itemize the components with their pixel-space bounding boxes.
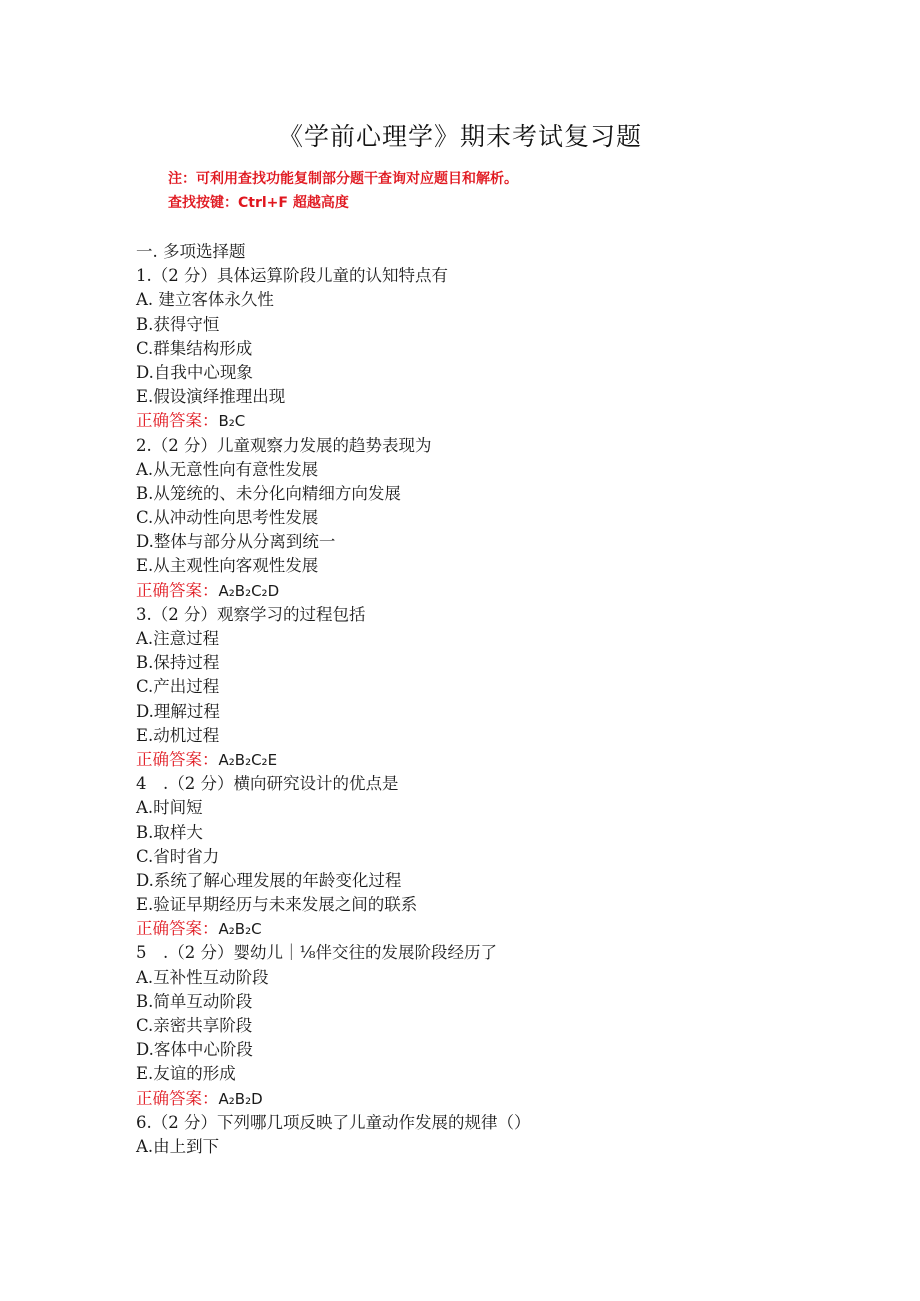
answer-value: A₂B₂C₂D [218,581,280,600]
question-stem: 2.（2 分）儿童观察力发展的趋势表现为 [136,435,432,455]
question-option: E.验证早期经历与未来发展之间的联系 [136,895,418,915]
question-stem: 3.（2 分）观察学习的过程包括 [136,604,366,624]
document-title: 《学前心理学》期末考试复习题 [277,122,642,151]
question-stem: 5 .（2 分）婴幼儿｜⅛伴交往的发展阶段经历了 [136,943,497,963]
question-option: B.取样大 [136,822,203,842]
question-stem: 6.（2 分）下列哪几项反映了儿童动作发展的规律（） [136,1112,531,1132]
question-option: C.群集结构形成 [136,338,253,358]
question-stem: 1.（2 分）具体运算阶段儿童的认知特点有 [136,266,448,286]
question-option: D.整体与部分从分离到统一 [136,532,336,552]
question-option: D.系统了解心理发展的年龄变化过程 [136,870,402,890]
question-list [136,240,856,1159]
question-option: B.保持过程 [136,653,220,673]
question-option: E.动机过程 [136,725,220,745]
answer-line [136,917,856,941]
answer-value: A₂B₂C [218,920,262,939]
question-stem: 4 .（2 分）横向研究设计的优点是 [136,774,399,794]
answer-label: 正确答案： [136,1088,219,1108]
question-option: C.从冲动性向思考性发展 [136,508,319,528]
question-option: D.客体中心阶段 [136,1040,253,1060]
question-option: E.从主观性向客观性发展 [136,556,319,576]
question-option: B.从笼统的、未分化向精细方向发展 [136,483,401,503]
answer-value: A₂B₂D [218,1089,263,1108]
answer-label: 正确答案： [136,580,219,600]
question-option: C.省时省力 [136,846,220,866]
question-option: E.假设演绎推理出现 [136,387,286,407]
answer-label: 正确答案： [136,749,219,769]
answer-line [136,748,856,772]
question-option: A.注意过程 [136,629,220,648]
question-option: A.由上到下 [136,1136,220,1156]
section-heading: 一. 多项选择题 [136,242,246,261]
search-shortcut-note: 查找按键：Ctrl+F 超越高度 [168,195,349,211]
answer-value: A₂B₂C₂E [218,750,278,769]
question-option: A.时间短 [136,798,203,818]
question-option: D.理解过程 [136,701,220,721]
search-note: 注：可利用查找功能复制部分题干查询对应题目和解析。 [168,171,518,187]
question-option: C.亲密共享阶段 [136,1016,253,1035]
answer-line [136,409,856,433]
answer-line [136,1087,856,1111]
answer-label: 正确答案： [136,411,219,431]
question-option: B.获得守恒 [136,314,220,334]
answer-label: 正确答案： [136,919,219,939]
question-option: B.简单互动阶段 [136,991,253,1011]
question-option: A.互补性互动阶段 [136,967,269,987]
answer-line [136,579,856,603]
question-option: D.自我中心现象 [136,362,253,382]
question-option: A.从无意性向有意性发展 [136,459,319,479]
answer-value: B₂C [218,412,246,431]
question-option: C.产出过程 [136,677,220,697]
question-option: A. 建立客体永久性 [136,290,274,310]
question-option: E.友谊的形成 [136,1064,236,1084]
